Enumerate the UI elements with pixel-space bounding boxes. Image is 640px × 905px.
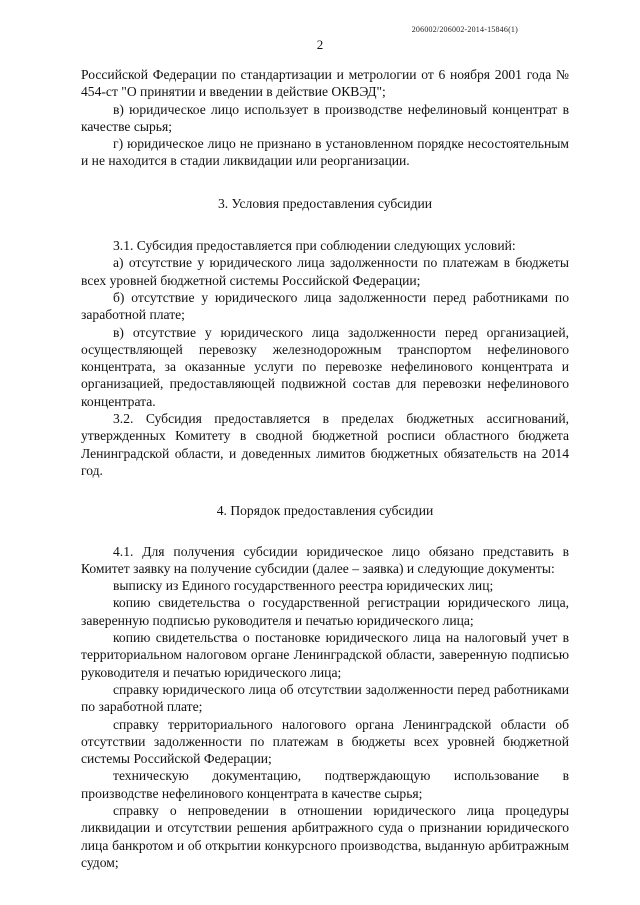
paragraph-continuation: Российской Федерации по стандартизации и метрологии от 6 ноября 2001 года № 454-ст "О принятии и введении в действие ОКВЭД";	[81, 67, 569, 100]
paragraph-condition-g: г) юридическое лицо не признано в установленном порядке несостоятельным и не находится в стадии ликвидации или реорганизации.	[81, 136, 569, 169]
section-gap	[81, 212, 569, 237]
document-item-tax-debt-certificate: справку территориального налогового органа Ленинградской области об отсутствии задолженности по платежам в бюджеты всех уровней бюджетной системы Российской Федерации;	[81, 716, 569, 767]
document-item-egrul-extract: выписку из Единого государственного реестра юридических лиц;	[113, 578, 494, 594]
section-gap	[81, 520, 569, 543]
section-4-heading: 4. Порядок предоставления субсидии	[216, 503, 434, 519]
clause-3-2: 3.2. Субсидия предоставляется в пределах бюджетных ассигнований, утвержденных Комитету в сводной бюджетной росписи областного бюджета Ленинградской области, и доведенных лимитов бюджетных обязательств на 2014 год.	[81, 411, 569, 478]
section-gap	[81, 170, 569, 195]
clause-4-1: 4.1. Для получения субсидии юридическое лицо обязано представить в Комитет заявку на получение субсидии (далее – заявка) и следующие документы:	[81, 543, 569, 576]
document-item-court-certificate: справку о непроведении в отношении юридического лица процедуры ликвидации и отсутствии решения арбитражного суда о признании юридического лица банкротом и об открытии конкурсного производства, выданную арбитражным судом;	[81, 802, 569, 870]
clause-3-1-v: в) отсутствие у юридического лица задолженности перед организацией, осуществляющей перевозку железнодорожным транспортом нефелинового концентрата, за оказанные услуги по перевозке нефелинового концентрата и организацией, предоставляющей подвижной состав для перевозки нефелинового концентрата.	[81, 324, 569, 409]
document-item-technical-documentation: техническую документацию, подтверждающую использование в производстве нефелинового концентрата в качестве сырья;	[81, 768, 569, 801]
document-item-tax-registration-copy: копию свидетельства о постановке юридического лица на налоговый учет в территориальном налоговом органе Ленинградской области, заверенную подписью руководителя и печатью юридического лица;	[81, 630, 569, 680]
clause-3-1-a: а) отсутствие у юридического лица задолженности по платежам в бюджеты всех уровней бюджетной системы Российской Федерации;	[81, 255, 569, 288]
section-3-heading: 3. Условия предоставления субсидии	[217, 195, 433, 211]
document-id: 206002/206002-2014-15846(1)	[411, 25, 518, 34]
paragraph-condition-v: в) юридическое лицо использует в производстве нефелиновый концентрат в качестве сырья;	[81, 101, 569, 134]
clause-3-1-b: б) отсутствие у юридического лица задолженности перед работниками по заработной плате;	[81, 289, 569, 323]
section-gap	[81, 479, 569, 502]
page-number: 2	[316, 37, 324, 52]
clause-3-1: 3.1. Субсидия предоставляется при соблюдении следующих условий:	[113, 238, 516, 254]
document-item-wage-debt-certificate: справку юридического лица об отсутствии задолженности перед работниками по заработной плате;	[81, 681, 569, 715]
document-item-registration-copy: копию свидетельства о государственной регистрации юридического лица, заверенную подписью руководителя и печатью юридического лица;	[81, 595, 569, 628]
document-body	[81, 66, 569, 871]
